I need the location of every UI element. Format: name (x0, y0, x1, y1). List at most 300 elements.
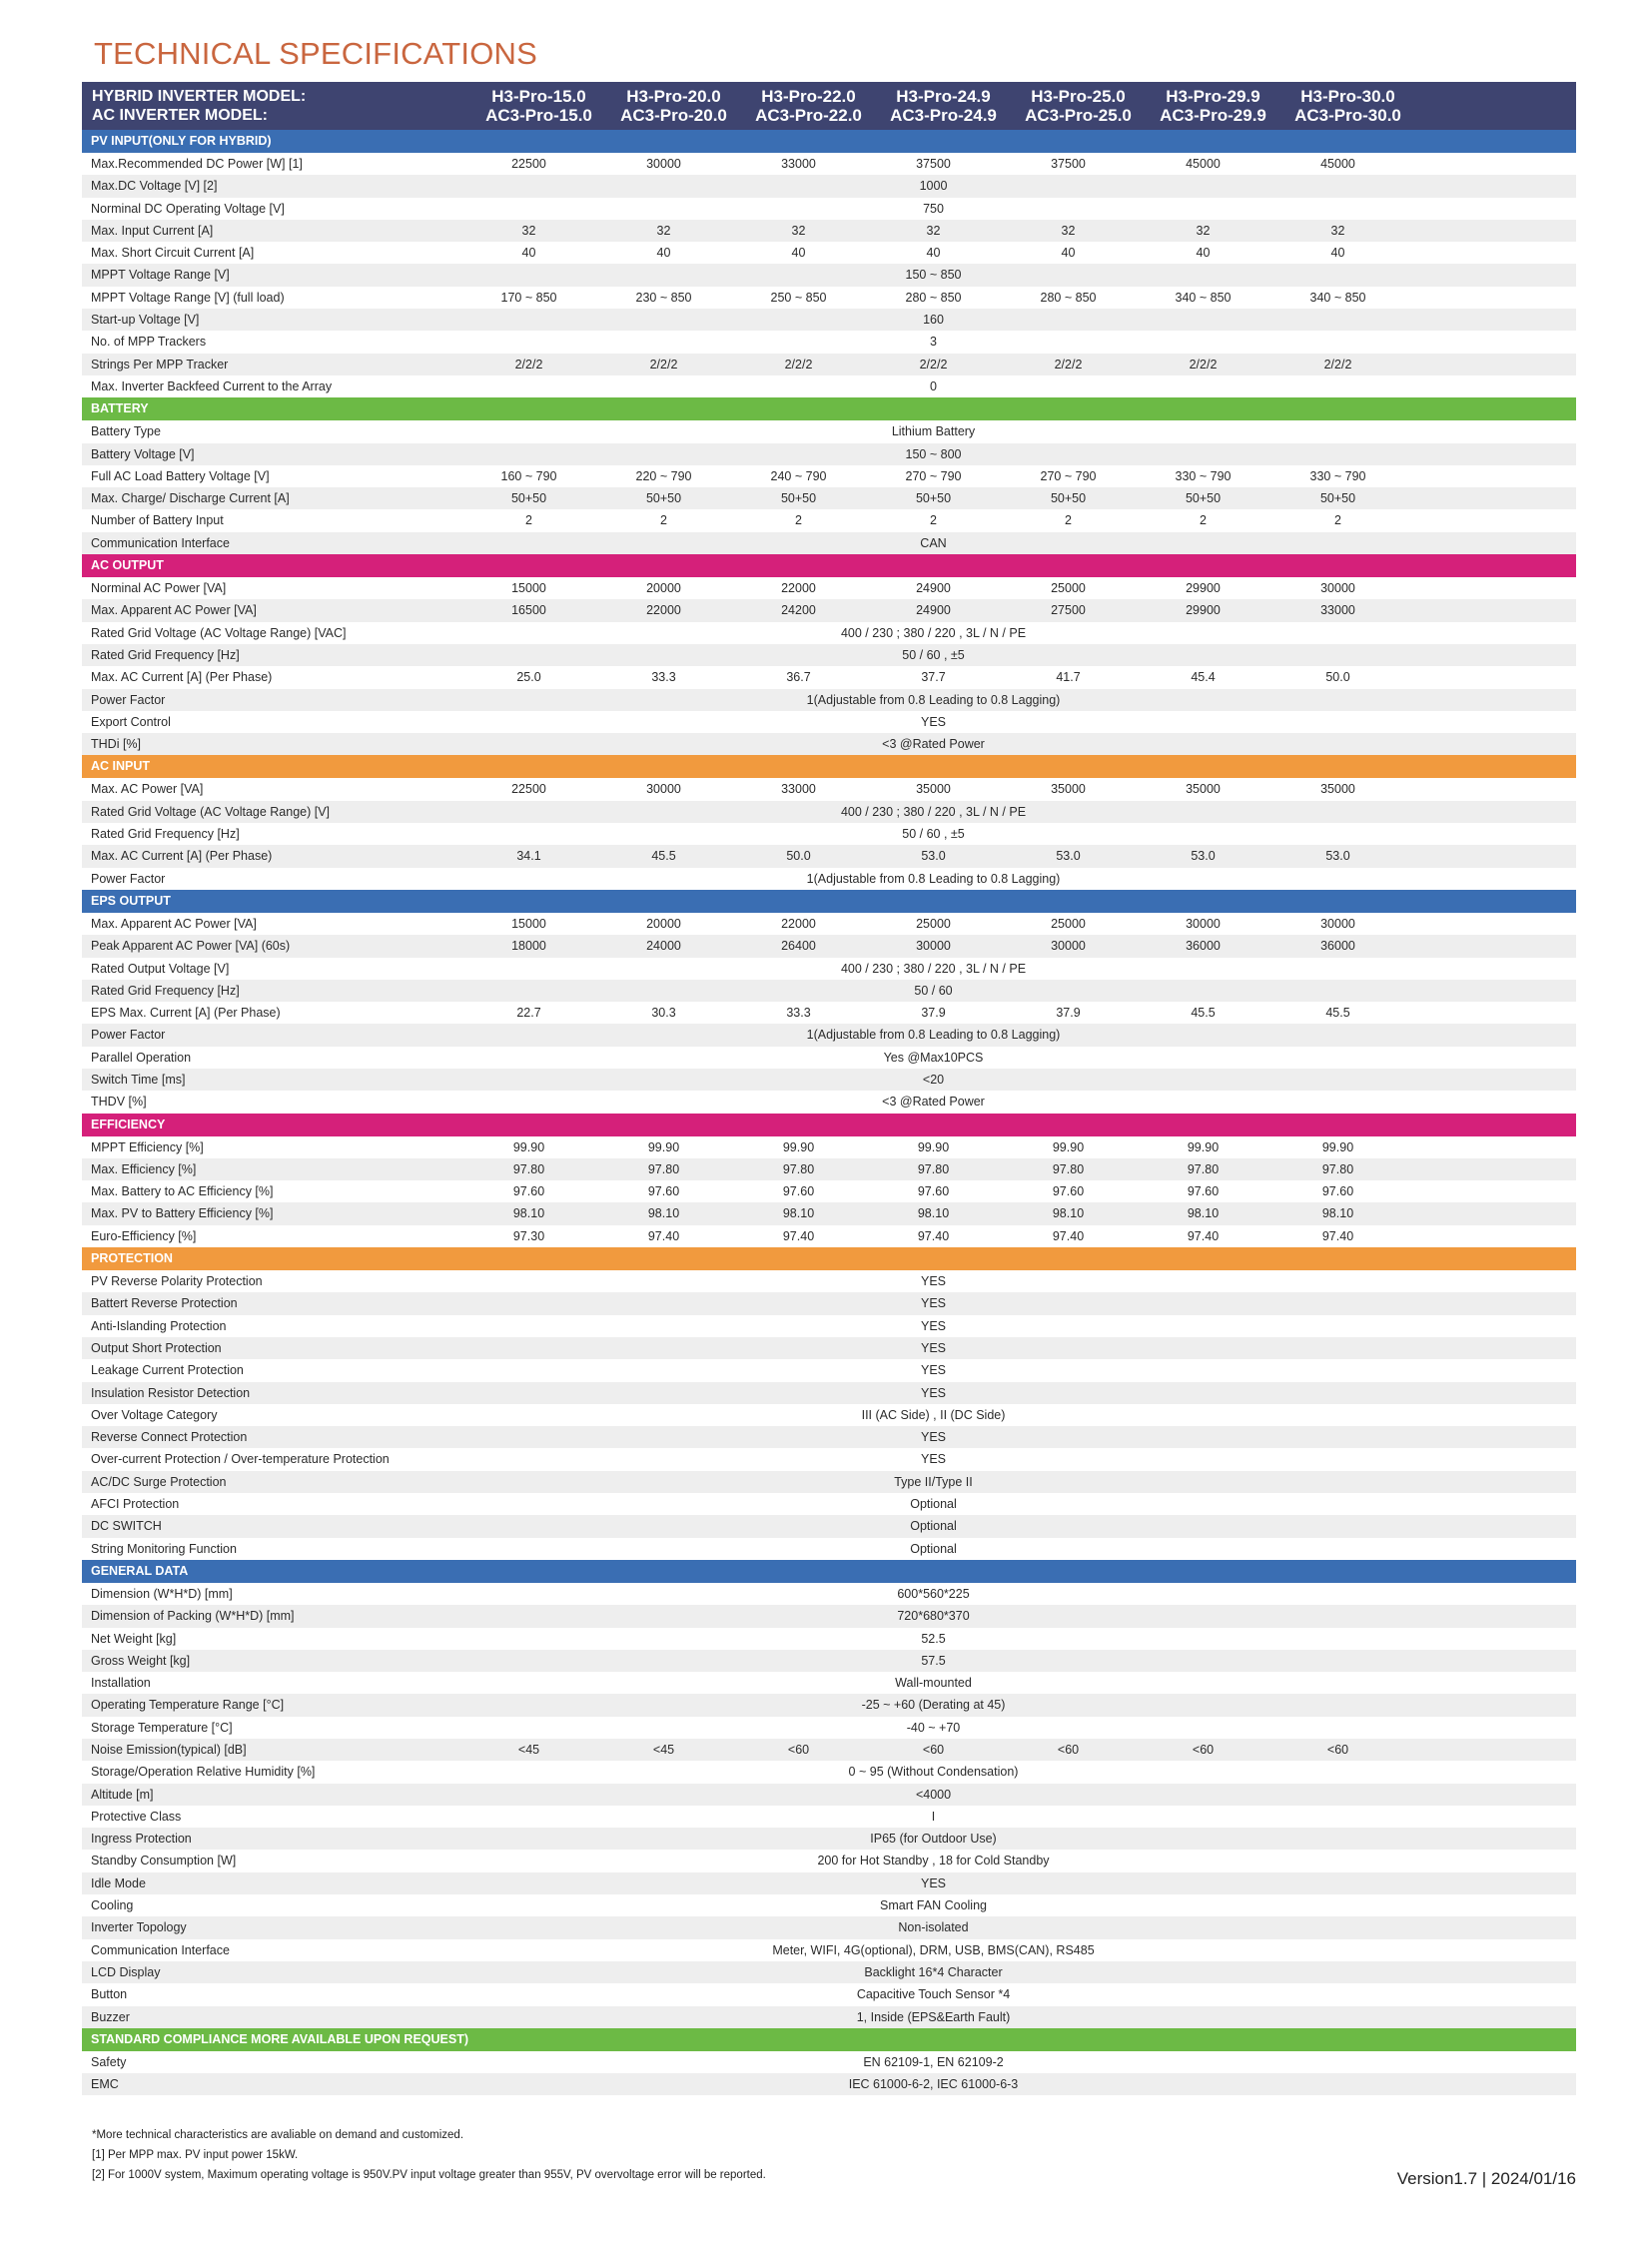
spec-row (82, 1605, 1576, 1627)
spec-value-shared: 0 (930, 378, 937, 393)
spec-value: 29900 (1186, 603, 1221, 618)
ac-model-name: AC3-Pro-22.0 (755, 106, 862, 125)
spec-row (82, 509, 1576, 531)
spec-value-shared: 750 (923, 201, 944, 216)
spec-label: DC SWITCH (91, 1519, 162, 1534)
model-columns (471, 82, 1415, 130)
spec-value: 98.10 (512, 1206, 545, 1221)
spec-label: AC/DC Surge Protection (91, 1474, 227, 1489)
spec-value: 20000 (646, 581, 681, 596)
spec-label: Max. Battery to AC Efficiency [%] (91, 1184, 274, 1199)
spec-value-shared: Yes @Max10PCS (883, 1050, 984, 1065)
spec-row (82, 309, 1576, 331)
spec-value: 25000 (1051, 581, 1086, 596)
spec-value: 32 (656, 223, 671, 238)
spec-label: Euro-Efficiency [%] (91, 1228, 197, 1243)
ac-model-name: AC3-Pro-20.0 (620, 106, 727, 125)
spec-value: 2 (795, 513, 802, 528)
spec-row (82, 443, 1576, 465)
spec-row (82, 1225, 1576, 1247)
spec-label: No. of MPP Trackers (91, 335, 207, 350)
spec-value-shared: YES (920, 1318, 946, 1333)
hybrid-model-name: H3-Pro-20.0 (626, 87, 721, 106)
spec-value-shared: EN 62109-1, EN 62109-2 (863, 2054, 1004, 2069)
spec-label: Full AC Load Battery Voltage [V] (91, 468, 270, 483)
spec-row (82, 733, 1576, 755)
spec-value: 99.90 (647, 1139, 680, 1154)
spec-label: Max.Recommended DC Power [W] [1] (91, 157, 303, 171)
spec-label: Dimension (W*H*D) [mm] (91, 1586, 233, 1601)
spec-row (82, 1426, 1576, 1448)
spec-value: 45000 (1186, 157, 1221, 171)
spec-value: 97.80 (1321, 1161, 1354, 1176)
spec-label: Export Control (91, 714, 171, 729)
footnote: *More technical characteristics are avaliable on demand and customized. (92, 2129, 464, 2141)
spec-label: Altitude [m] (91, 1787, 154, 1802)
spec-value: <45 (652, 1743, 675, 1757)
spec-label: PV Reverse Polarity Protection (91, 1274, 263, 1289)
spec-value: 33.3 (651, 670, 676, 685)
spec-value: 99.90 (1052, 1139, 1085, 1154)
spec-value-shared: 0 ~ 95 (Without Condensation) (848, 1765, 1019, 1780)
spec-value-shared: -25 ~ +60 (Derating at 45) (861, 1698, 1006, 1713)
section-header: AC INPUT (82, 755, 1576, 778)
spec-value: 97.60 (782, 1184, 815, 1199)
section-rows (82, 778, 1576, 889)
spec-value-shared: 720*680*370 (897, 1609, 970, 1624)
spec-value-shared: Capacitive Touch Sensor *4 (856, 1987, 1011, 2002)
spec-value-shared: YES (920, 1274, 946, 1289)
spec-row (82, 1650, 1576, 1672)
spec-value: 16500 (511, 603, 546, 618)
spec-value: <60 (1192, 1743, 1215, 1757)
spec-value: 41.7 (1056, 670, 1081, 685)
spec-value: 98.10 (1187, 1206, 1220, 1221)
spec-value-shared: Wall-mounted (895, 1676, 972, 1691)
spec-row (82, 1717, 1576, 1739)
spec-value: 30000 (646, 782, 681, 797)
hybrid-model-name: H3-Pro-30.0 (1300, 87, 1395, 106)
spec-value-shared: CAN (920, 535, 947, 550)
spec-label: Buzzer (91, 2009, 130, 2024)
spec-row (82, 1872, 1576, 1894)
model-column-header (606, 82, 741, 130)
spec-label: Power Factor (91, 1028, 166, 1043)
version-date: Version1.7 | 2024/01/16 (1396, 2169, 1576, 2188)
spec-value: 230 ~ 850 (635, 290, 692, 305)
spec-value: 97.40 (917, 1228, 950, 1243)
spec-label: Max. AC Power [VA] (91, 782, 204, 797)
spec-label: Inverter Topology (91, 1920, 187, 1935)
spec-value: 35000 (1186, 782, 1221, 797)
spec-value-shared: Lithium Battery (891, 424, 976, 439)
section-header: PV INPUT(ONLY FOR HYBRID) (82, 130, 1576, 153)
spec-value: 29900 (1186, 581, 1221, 596)
section-header: GENERAL DATA (82, 1560, 1576, 1583)
spec-value: 50+50 (645, 491, 682, 506)
ac-model-name: AC3-Pro-29.9 (1160, 106, 1266, 125)
hybrid-model-name: H3-Pro-25.0 (1031, 87, 1126, 106)
spec-value-shared: 1000 (919, 179, 948, 194)
spec-row (82, 1939, 1576, 1961)
spec-value: 22000 (781, 581, 816, 596)
spec-row (82, 1382, 1576, 1404)
spec-row (82, 1739, 1576, 1761)
spec-row (82, 220, 1576, 242)
spec-value: 2 (660, 513, 667, 528)
spec-row (82, 1628, 1576, 1650)
spec-value: 97.60 (647, 1184, 680, 1199)
spec-value: <60 (922, 1743, 945, 1757)
spec-section (82, 130, 1576, 397)
spec-value-shared: 400 / 230 ; 380 / 220 , 3L / N / PE (840, 625, 1027, 640)
section-rows (82, 1583, 1576, 2028)
spec-value-shared: 52.5 (921, 1631, 946, 1646)
spec-row (82, 375, 1576, 397)
model-column-header (471, 82, 606, 130)
spec-row (82, 1002, 1576, 1024)
spec-row (82, 1672, 1576, 1694)
spec-value: 24200 (781, 603, 816, 618)
spec-label: Power Factor (91, 692, 166, 707)
spec-row (82, 1784, 1576, 1806)
hybrid-model-name: H3-Pro-22.0 (761, 87, 856, 106)
spec-value: 36.7 (786, 670, 811, 685)
spec-value-shared: 1(Adjustable from 0.8 Leading to 0.8 Lagging) (806, 871, 1061, 886)
spec-value: 270 ~ 790 (1040, 468, 1097, 483)
spec-row (82, 420, 1576, 442)
spec-value: 36000 (1320, 939, 1355, 954)
footnote: [2] For 1000V system, Maximum operating voltage is 950V.PV input voltage greater than 955V, PV overvoltage error will be reported. (92, 2169, 766, 2181)
spec-value: 32 (1196, 223, 1211, 238)
spec-row (82, 980, 1576, 1002)
spec-label: Max. AC Current [A] (Per Phase) (91, 670, 273, 685)
spec-value: 250 ~ 850 (770, 290, 827, 305)
spec-section (82, 397, 1576, 554)
spec-value-shared: 200 for Hot Standby , 18 for Cold Standby (817, 1854, 1050, 1868)
ac-model-label: AC INVERTER MODEL: (92, 107, 268, 124)
spec-value: 2/2/2 (1189, 357, 1218, 372)
spec-value: 240 ~ 790 (770, 468, 827, 483)
spec-value: 32 (926, 223, 941, 238)
spec-value: 24900 (916, 581, 951, 596)
spec-section (82, 755, 1576, 889)
spec-value: 25000 (916, 916, 951, 931)
spec-value-shared: IEC 61000-6-2, IEC 61000-6-3 (848, 2077, 1019, 2092)
spec-row (82, 1180, 1576, 1202)
spec-label: Rated Grid Voltage (AC Voltage Range) [VAC] (91, 625, 347, 640)
spec-row (82, 1359, 1576, 1381)
spec-row (82, 1983, 1576, 2005)
spec-value-shared: <20 (922, 1072, 945, 1087)
spec-value: 97.60 (512, 1184, 545, 1199)
spec-value: 32 (1330, 223, 1345, 238)
spec-label: AFCI Protection (91, 1497, 180, 1512)
spec-label: Rated Grid Frequency [Hz] (91, 983, 240, 998)
spec-value: 50+50 (915, 491, 952, 506)
spec-label: Norminal DC Operating Voltage [V] (91, 201, 285, 216)
spec-row (82, 1583, 1576, 1605)
spec-value: 15000 (511, 916, 546, 931)
spec-value: 340 ~ 850 (1309, 290, 1366, 305)
spec-value-shared: 150 ~ 850 (905, 268, 962, 283)
spec-row (82, 2073, 1576, 2095)
spec-value-shared: YES (920, 1363, 946, 1378)
spec-row (82, 1404, 1576, 1426)
spec-value: <45 (517, 1743, 540, 1757)
spec-value-shared: -40 ~ +70 (906, 1720, 961, 1735)
spec-row (82, 644, 1576, 666)
spec-label: Protective Class (91, 1809, 182, 1824)
spec-value-shared: YES (920, 1430, 946, 1445)
spec-row (82, 823, 1576, 845)
spec-value: 30000 (916, 939, 951, 954)
spec-value: 2 (525, 513, 532, 528)
spec-label: Max. AC Current [A] (Per Phase) (91, 849, 273, 864)
ac-model-name: AC3-Pro-24.9 (890, 106, 997, 125)
spec-label: Max. Apparent AC Power [VA] (91, 916, 257, 931)
spec-value: 33000 (781, 157, 816, 171)
spec-value: 2/2/2 (784, 357, 813, 372)
model-column-header (876, 82, 1011, 130)
spec-value: 45.5 (1325, 1006, 1350, 1021)
spec-label: Output Short Protection (91, 1340, 222, 1355)
spec-label: LCD Display (91, 1964, 161, 1979)
spec-row (82, 1761, 1576, 1783)
spec-label: Peak Apparent AC Power [VA] (60s) (91, 939, 291, 954)
spec-row (82, 153, 1576, 175)
spec-label: Rated Grid Voltage (AC Voltage Range) [V] (91, 804, 331, 819)
spec-value: 99.90 (782, 1139, 815, 1154)
spec-value: 270 ~ 790 (905, 468, 962, 483)
spec-label: Communication Interface (91, 535, 230, 550)
spec-section (82, 1114, 1576, 1247)
spec-value: 22500 (511, 157, 546, 171)
spec-value: 37500 (1051, 157, 1086, 171)
spec-value: 97.80 (1052, 1161, 1085, 1176)
spec-value-shared: <3 @Rated Power (882, 737, 985, 752)
spec-value: 97.60 (1321, 1184, 1354, 1199)
spec-row (82, 1806, 1576, 1828)
spec-value: 22000 (646, 603, 681, 618)
spec-row (82, 622, 1576, 644)
page-title: TECHNICAL SPECIFICATIONS (94, 36, 538, 71)
spec-label: Dimension of Packing (W*H*D) [mm] (91, 1609, 295, 1624)
spec-row (82, 599, 1576, 621)
spec-label: EPS Max. Current [A] (Per Phase) (91, 1006, 281, 1021)
spec-value: 35000 (1051, 782, 1086, 797)
spec-value: 15000 (511, 581, 546, 596)
model-column-header (1011, 82, 1146, 130)
spec-label: Safety (91, 2054, 127, 2069)
spec-label: Rated Grid Frequency [Hz] (91, 647, 240, 662)
spec-value: 99.90 (512, 1139, 545, 1154)
spec-value-shared: YES (920, 1452, 946, 1467)
spec-label: Insulation Resistor Detection (91, 1385, 251, 1400)
spec-section (82, 1247, 1576, 1560)
spec-value: 50+50 (510, 491, 547, 506)
spec-value: 22.7 (516, 1006, 541, 1021)
spec-value: 22500 (511, 782, 546, 797)
section-header: AC OUTPUT (82, 554, 1576, 577)
spec-row (82, 1515, 1576, 1537)
spec-label: Standby Consumption [W] (91, 1854, 237, 1868)
spec-value: 97.60 (1052, 1184, 1085, 1199)
spec-label: Start-up Voltage [V] (91, 313, 200, 328)
spec-label: Strings Per MPP Tracker (91, 357, 229, 372)
spec-value: 40 (926, 246, 941, 261)
spec-value: 50+50 (780, 491, 817, 506)
spec-value: 280 ~ 850 (1040, 290, 1097, 305)
spec-value: 50+50 (1050, 491, 1087, 506)
spec-label: EMC (91, 2077, 119, 2092)
model-header-row (82, 82, 1576, 130)
spec-label: Max. PV to Battery Efficiency [%] (91, 1206, 274, 1221)
spec-label: Max. Input Current [A] (91, 223, 214, 238)
spec-label: Battert Reverse Protection (91, 1296, 238, 1311)
spec-value: 220 ~ 790 (635, 468, 692, 483)
spec-value-shared: Optional (910, 1541, 957, 1556)
spec-label: Max. Charge/ Discharge Current [A] (91, 491, 290, 506)
spec-value: 2/2/2 (514, 357, 543, 372)
spec-value: 53.0 (1191, 849, 1216, 864)
spec-value: 30000 (1320, 916, 1355, 931)
spec-label: Rated Output Voltage [V] (91, 961, 230, 976)
spec-label: Idle Mode (91, 1875, 146, 1890)
spec-label: Noise Emission(typical) [dB] (91, 1743, 247, 1757)
spec-value-shared: IP65 (for Outdoor Use) (870, 1832, 997, 1847)
spec-label: Gross Weight [kg] (91, 1653, 191, 1668)
spec-value: <60 (1326, 1743, 1349, 1757)
spec-value: 97.40 (782, 1228, 815, 1243)
spec-row (82, 1315, 1576, 1337)
spec-value: 97.30 (512, 1228, 545, 1243)
spec-row (82, 913, 1576, 935)
ac-model-name: AC3-Pro-15.0 (485, 106, 592, 125)
model-header-labels (82, 82, 471, 130)
spec-value: 50.0 (1325, 670, 1350, 685)
spec-value-shared: III (AC Side) , II (DC Side) (861, 1407, 1006, 1422)
spec-label: Button (91, 1987, 128, 2002)
spec-section (82, 890, 1576, 1114)
spec-value: 97.40 (1187, 1228, 1220, 1243)
spec-label: Over Voltage Category (91, 1407, 218, 1422)
spec-value: 40 (1061, 246, 1076, 261)
spec-value: 25000 (1051, 916, 1086, 931)
spec-value: 27500 (1051, 603, 1086, 618)
spec-value-shared: <3 @Rated Power (882, 1095, 985, 1110)
section-rows (82, 1270, 1576, 1560)
spec-value: 40 (656, 246, 671, 261)
spec-value: 33000 (781, 782, 816, 797)
spec-value: 24900 (916, 603, 951, 618)
spec-value-shared: I (931, 1809, 936, 1824)
section-header: EFFICIENCY (82, 1114, 1576, 1136)
spec-row (82, 868, 1576, 890)
hybrid-model-label: HYBRID INVERTER MODEL: (92, 88, 307, 105)
ac-model-name: AC3-Pro-25.0 (1025, 106, 1132, 125)
section-header: PROTECTION (82, 1247, 1576, 1270)
spec-value-shared: 600*560*225 (897, 1586, 970, 1601)
spec-value: 30.3 (651, 1006, 676, 1021)
spec-row (82, 958, 1576, 980)
spec-value: 30000 (1320, 581, 1355, 596)
spec-value-shared: 400 / 230 ; 380 / 220 , 3L / N / PE (840, 961, 1027, 976)
spec-value: 37.9 (921, 1006, 946, 1021)
spec-value: 37.9 (1056, 1006, 1081, 1021)
spec-value: 45.4 (1191, 670, 1216, 685)
spec-value-shared: 3 (930, 335, 937, 350)
spec-label: MPPT Voltage Range [V] (full load) (91, 290, 285, 305)
spec-value: 22000 (781, 916, 816, 931)
section-rows (82, 420, 1576, 554)
spec-label: Max. Short Circuit Current [A] (91, 246, 255, 261)
spec-value: 53.0 (921, 849, 946, 864)
hybrid-model-name: H3-Pro-15.0 (491, 87, 586, 106)
spec-row (82, 1538, 1576, 1560)
spec-value: 45.5 (651, 849, 676, 864)
spec-value: 2 (930, 513, 937, 528)
spec-row (82, 1694, 1576, 1716)
model-column-header (741, 82, 876, 130)
spec-value: 97.80 (512, 1161, 545, 1176)
spec-label: Storage Temperature [°C] (91, 1720, 233, 1735)
spec-section (82, 2028, 1576, 2096)
spec-value: 37.7 (921, 670, 946, 685)
spec-value: 35000 (916, 782, 951, 797)
section-rows (82, 913, 1576, 1114)
spec-section (82, 1560, 1576, 2028)
spec-value-shared: 400 / 230 ; 380 / 220 , 3L / N / PE (840, 804, 1027, 819)
spec-row (82, 1916, 1576, 1938)
spec-value-shared: <4000 (915, 1787, 952, 1802)
spec-value: 97.60 (917, 1184, 950, 1199)
spec-row (82, 689, 1576, 711)
spec-row (82, 1828, 1576, 1850)
section-rows (82, 1136, 1576, 1247)
spec-row (82, 331, 1576, 353)
spec-value: 2 (1200, 513, 1207, 528)
spec-value-shared: 1(Adjustable from 0.8 Leading to 0.8 Lagging) (806, 692, 1061, 707)
spec-value: 26400 (781, 939, 816, 954)
spec-label: Anti-Islanding Protection (91, 1318, 227, 1333)
spec-label: Cooling (91, 1898, 134, 1913)
spec-label: THDV [%] (91, 1095, 147, 1110)
spec-row (82, 1270, 1576, 1292)
spec-value: 33000 (1320, 603, 1355, 618)
spec-value: <60 (1057, 1743, 1080, 1757)
spec-label: Battery Type (91, 424, 161, 439)
spec-row (82, 1493, 1576, 1515)
spec-row (82, 801, 1576, 823)
spec-label: Max.DC Voltage [V] [2] (91, 179, 218, 194)
spec-label: Switch Time [ms] (91, 1072, 186, 1087)
spec-label: Max. Efficiency [%] (91, 1161, 197, 1176)
spec-label: Battery Voltage [V] (91, 446, 195, 461)
spec-value-shared: 150 ~ 800 (905, 446, 962, 461)
spec-row (82, 1337, 1576, 1359)
spec-value: 280 ~ 850 (905, 290, 962, 305)
spec-sections (82, 130, 1576, 2095)
spec-value: 37500 (916, 157, 951, 171)
spec-value-shared: YES (920, 1385, 946, 1400)
spec-value: 45.5 (1191, 1006, 1216, 1021)
spec-value-shared: 50 / 60 , ±5 (902, 827, 965, 842)
section-header: EPS OUTPUT (82, 890, 1576, 913)
spec-value: 25.0 (516, 670, 541, 685)
spec-row (82, 1047, 1576, 1069)
spec-value: 50.0 (786, 849, 811, 864)
